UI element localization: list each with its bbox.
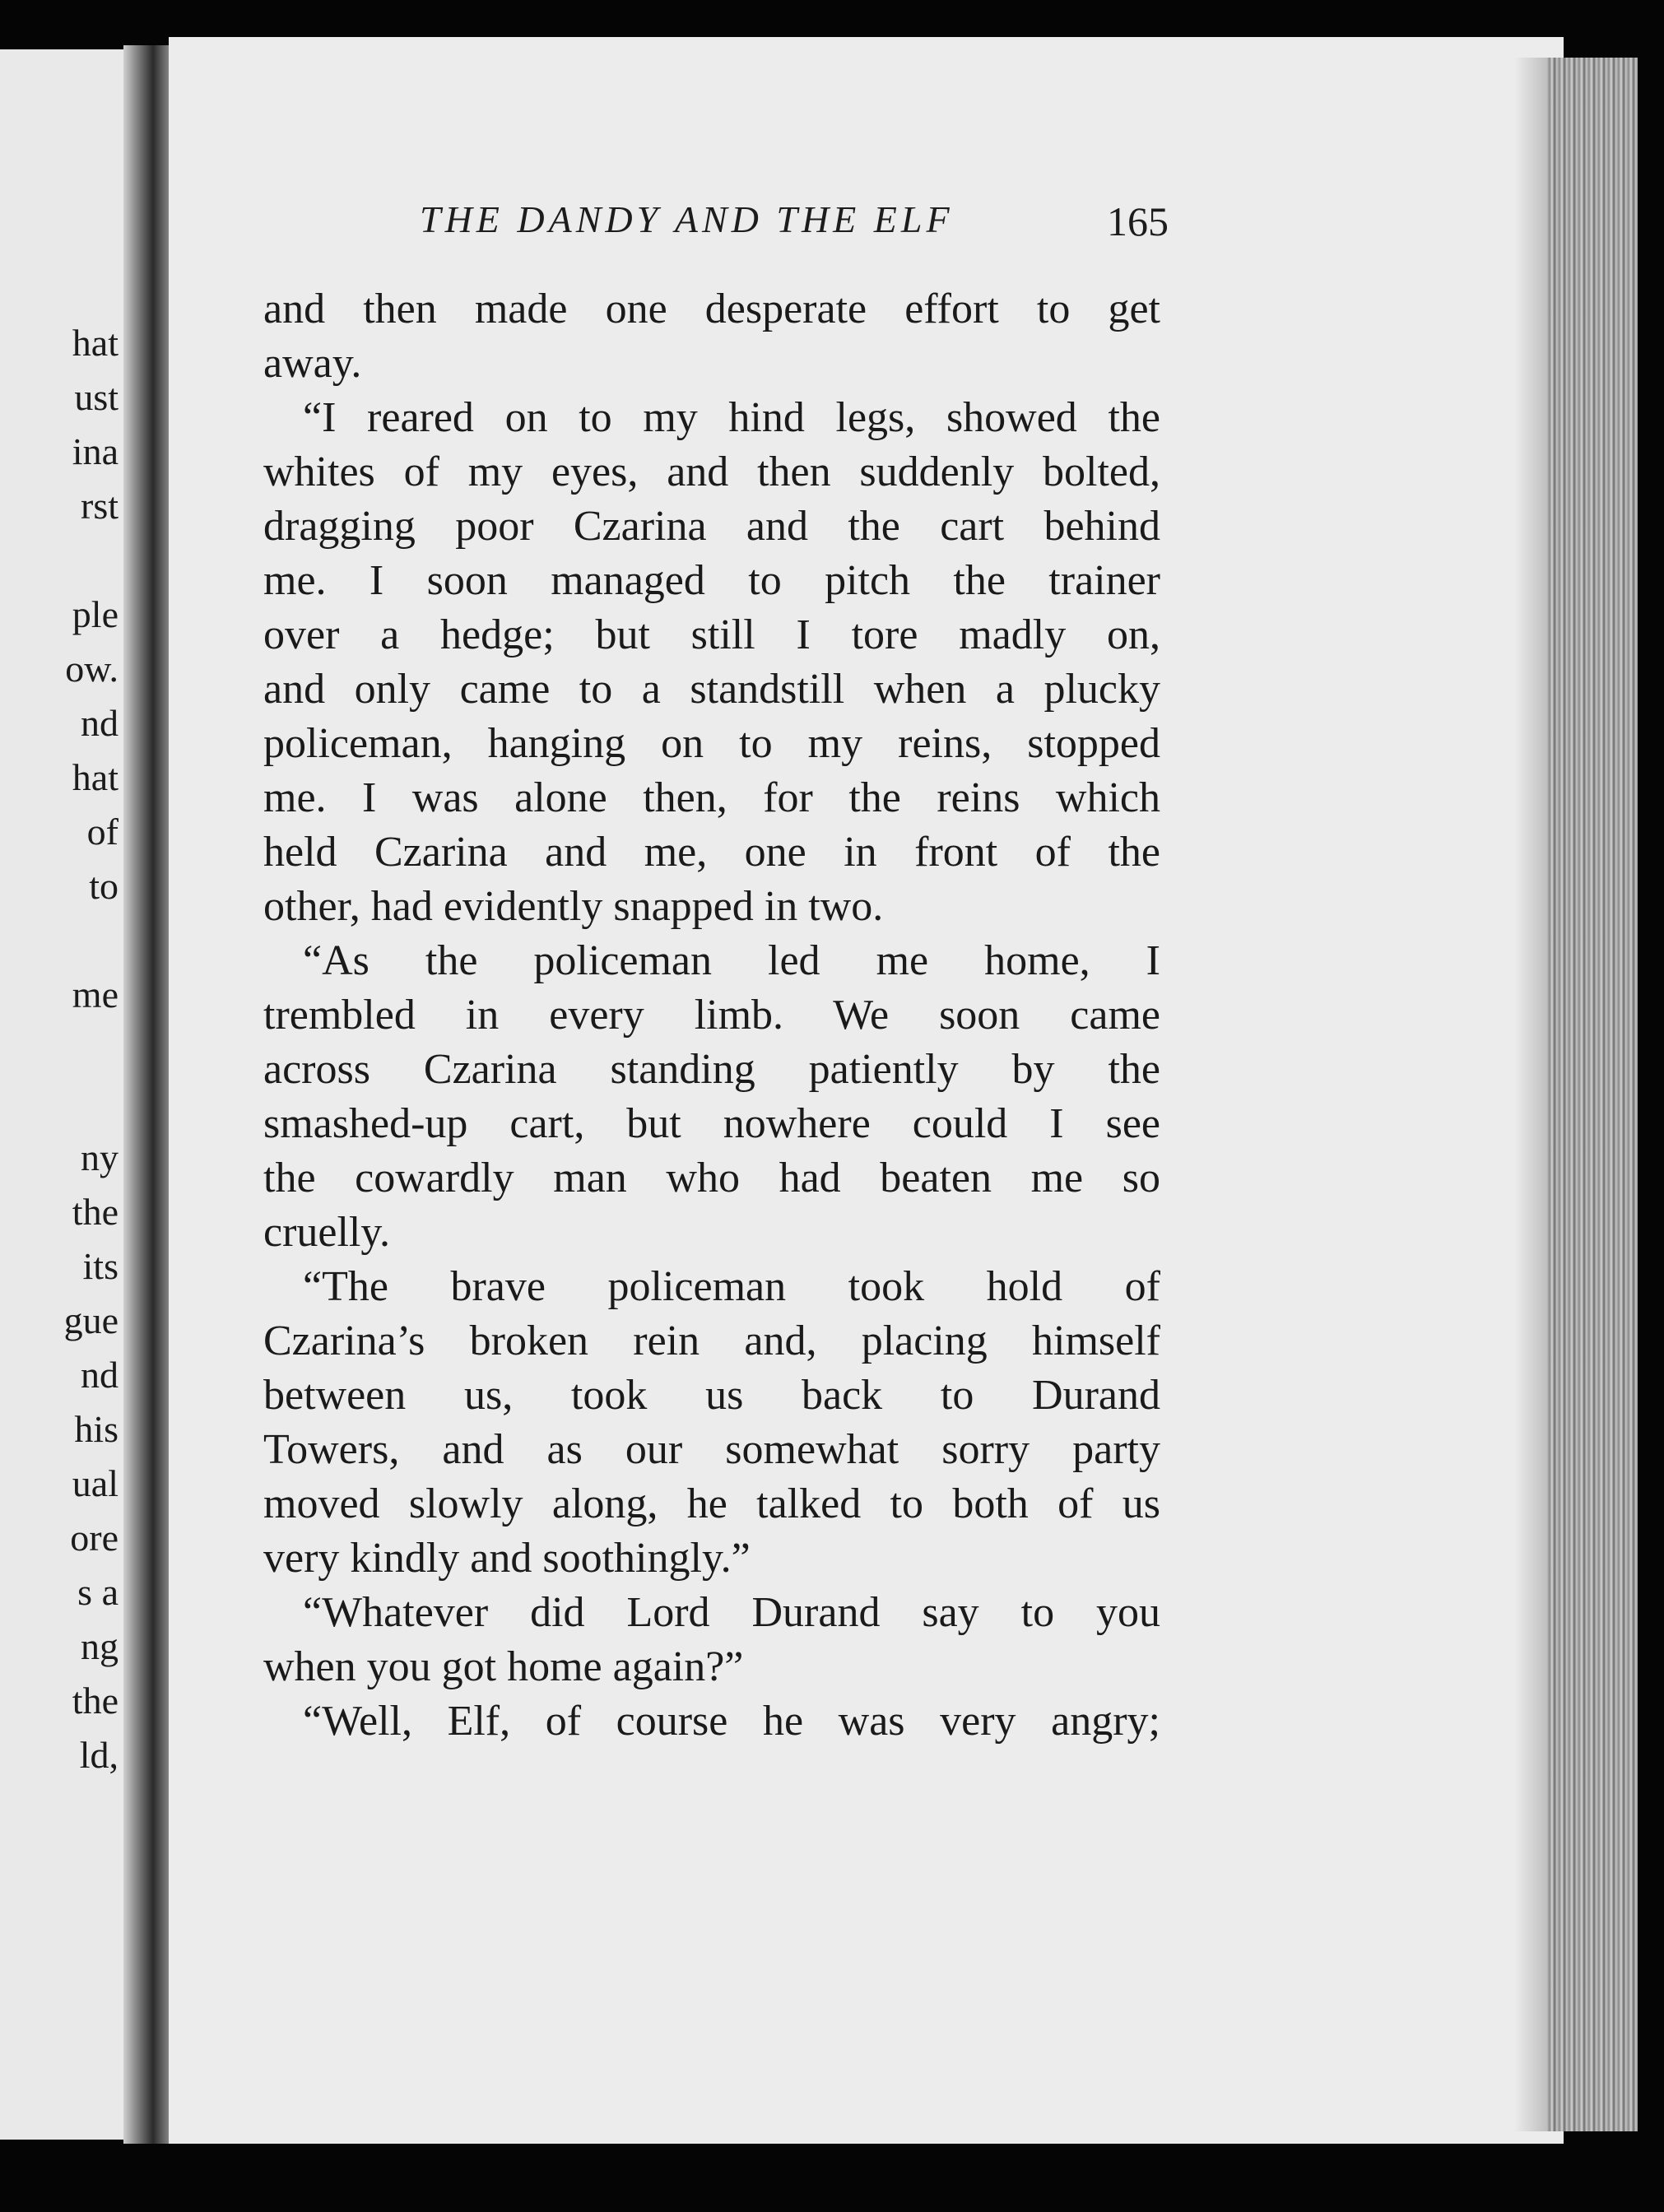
text-fragment: gue (63, 1299, 119, 1341)
text-line: moved slowly along, he talked to both of us (263, 1480, 1160, 1527)
text-line: dragging poor Czarina and the cart behind (263, 503, 1160, 550)
text-fragment: s a (77, 1571, 119, 1613)
text-fragment: ow. (65, 648, 119, 690)
text-line: and then made one desperate effort to get (263, 286, 1160, 332)
text-line: me. I was alone then, for the reins which (263, 774, 1160, 821)
text-fragment: hat (72, 322, 119, 364)
text-fragment: rst (81, 485, 119, 527)
text-fragment: nd (81, 1354, 119, 1396)
text-fragment: the (72, 1680, 119, 1722)
page-edges (1547, 58, 1638, 2131)
text-line: the cowardly man who had beaten me so (263, 1155, 1160, 1201)
text-line: other, had evidently snapped in two. (263, 883, 884, 930)
text-line: trembled in every limb. We soon came (263, 992, 1160, 1039)
text-fragment: ng (81, 1625, 119, 1667)
text-line: smashed-up cart, but nowhere could I see (263, 1100, 1160, 1147)
body-text (263, 282, 1160, 1749)
text-line: over a hedge; but still I tore madly on, (263, 611, 1160, 658)
text-line: cruelly. (263, 1209, 390, 1256)
text-line: policeman, hanging on to my reins, stopped (263, 720, 1160, 767)
running-head (411, 198, 1169, 255)
text-line: Towers, and as our somewhat sorry party (263, 1426, 1160, 1473)
text-fragment: the (72, 1191, 119, 1233)
text-line: between us, took us back to Durand (263, 1372, 1160, 1419)
text-fragment: ina (72, 430, 119, 472)
text-line: and only came to a standstill when a plucky (263, 666, 1160, 713)
text-line: “The brave policeman took hold of (303, 1263, 1160, 1310)
text-line: held Czarina and me, one in front of the (263, 829, 1160, 876)
text-fragment: of (86, 811, 119, 853)
text-fragment: hat (72, 756, 119, 798)
text-line: when you got home again?” (263, 1643, 744, 1690)
text-fragment: ore (70, 1517, 119, 1559)
text-line: Czarina’s broken rein and, placing himself (263, 1317, 1160, 1364)
text-fragment: to (89, 865, 119, 907)
text-fragment: ny (81, 1136, 119, 1178)
text-line: “As the policeman led me home, I (303, 937, 1160, 984)
text-fragment: ld, (79, 1734, 119, 1776)
text-line: away. (263, 340, 362, 387)
text-line: “Well, Elf, of course he was very angry; (303, 1698, 1160, 1745)
text-line: across Czarina standing patiently by the (263, 1046, 1160, 1093)
text-fragment: his (74, 1408, 119, 1450)
text-line: very kindly and soothingly.” (263, 1535, 751, 1582)
text-line: me. I soon managed to pitch the trainer (263, 557, 1160, 604)
text-fragment: nd (81, 702, 119, 744)
page-number: 165 (1107, 198, 1169, 244)
running-title: THE DANDY AND THE ELF (420, 198, 954, 240)
book-gutter (123, 45, 173, 2144)
text-fragment: me (72, 974, 119, 1015)
text-fragment: ple (72, 593, 119, 635)
text-fragment: its (82, 1245, 119, 1287)
text-line: “Whatever did Lord Durand say to you (303, 1589, 1160, 1636)
text-fragment: ual (72, 1462, 119, 1504)
text-fragment: ust (74, 376, 119, 418)
text-line: whites of my eyes, and then suddenly bolted, (263, 448, 1160, 495)
text-line: “I reared on to my hind legs, showed the (303, 394, 1160, 441)
